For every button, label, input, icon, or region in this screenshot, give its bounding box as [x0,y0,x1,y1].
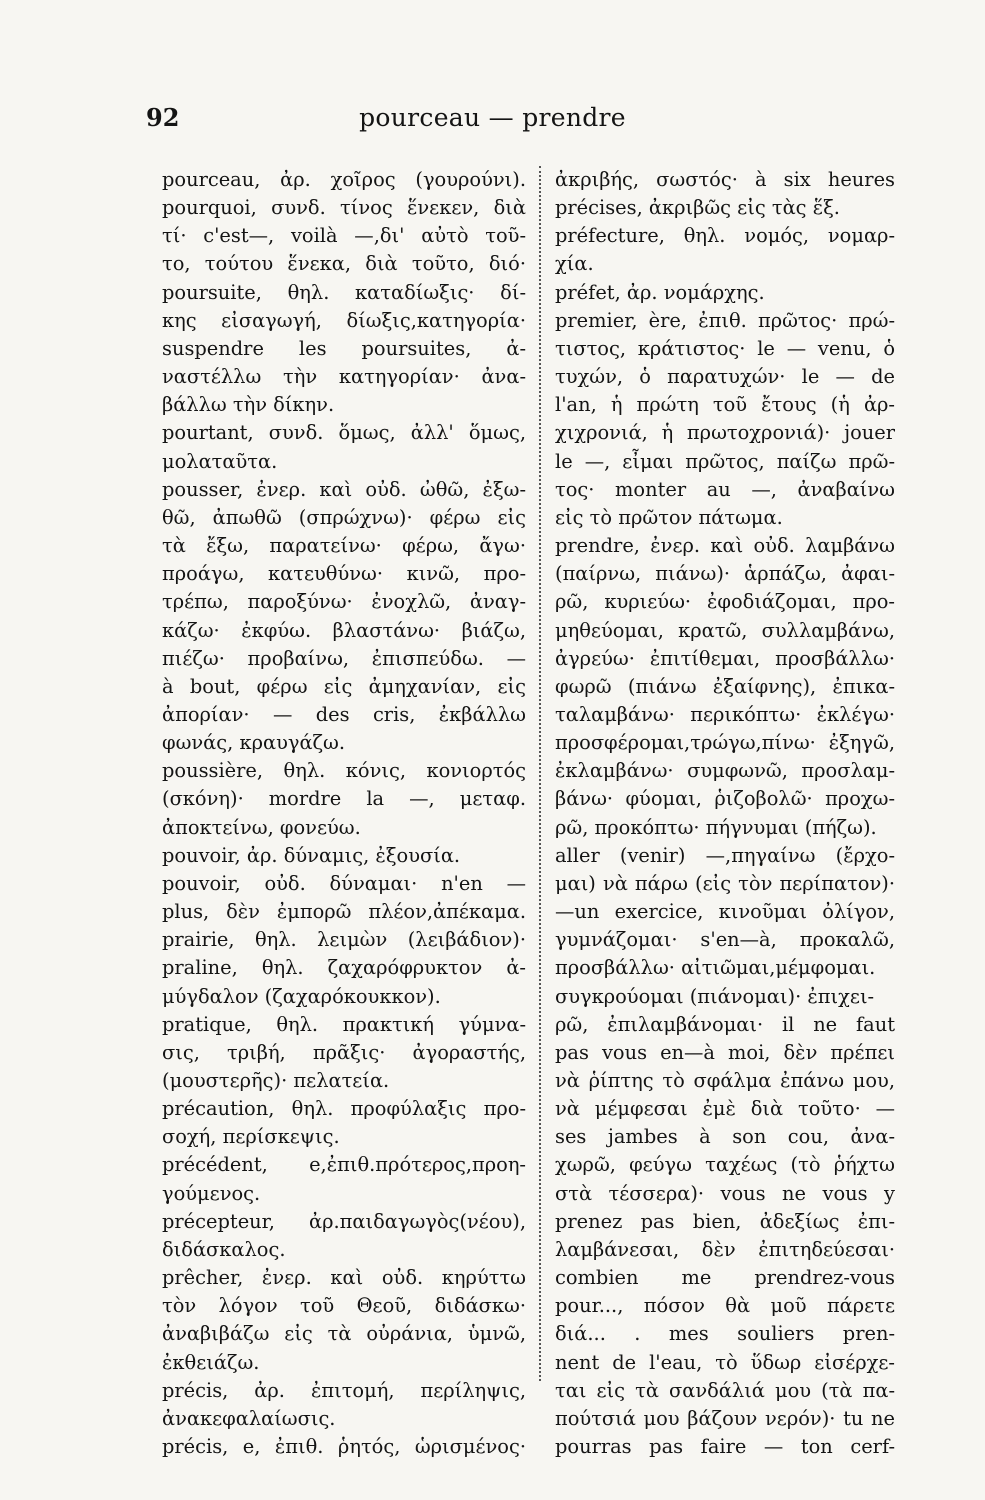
dictionary-line: βάλλω τὴν δίκην. [162,393,335,417]
dictionary-line: combien me prendrez-vous [555,1266,895,1290]
dictionary-line: plus, δὲν ἐμπορῶ πλέον,ἀπέκαμα. [162,900,526,924]
dictionary-line: prendre, ἐνερ. καὶ οὐδ. λαμβάνω [555,534,895,558]
dictionary-line: précédent, e,ἐπιθ.πρότερος,προη- [162,1153,526,1177]
dictionary-line: πούτσιά μου βάζουν νερόν)· tu ne [555,1406,895,1430]
dictionary-line: προσφέρομαι,τρώγω,πίνω· ἐξηγῶ, [555,731,895,755]
dictionary-line: ρῶ, ἐπιλαμβάνομαι· il ne faut [555,1012,895,1036]
right-column [555,166,895,1461]
dictionary-line: συγκρούομαι (πιάνομαι)· ἐπιχει- [555,984,875,1008]
dictionary-line: précis, e, ἐπιθ. ῥητός, ὡρισμένος· [162,1435,526,1459]
dictionary-line: pour..., πόσον θὰ μοῦ πάρετε [555,1294,895,1318]
dictionary-line: μηθεύομαι, κρατῶ, συλλαμβάνω, [555,618,895,642]
dictionary-line: prenez pas bien, ἀδεξίως ἐπι- [555,1209,895,1233]
dictionary-line: ρῶ, προκόπτω· πήγνυμαι (πήζω). [555,815,877,839]
dictionary-line: κης εἰσαγωγή, δίωξις,κατηγορία· [162,308,526,332]
dictionary-line: l'an, ἡ πρώτη τοῦ ἔτους (ἡ ἀρ- [555,393,895,417]
dictionary-line: τιστος, κράτιστος· le — venu, ὁ [555,336,895,360]
left-column [162,166,526,1461]
dictionary-line: précis, ἀρ. ἐπιτομή, περίληψις, [162,1378,526,1402]
dictionary-line: poursuite, θηλ. καταδίωξις· δί- [162,280,526,304]
dictionary-line: premier, ère, ἐπιθ. πρῶτος· πρώ- [555,308,895,332]
dictionary-line: προσβάλλω· αἰτιῶμαι,μέμφομαι. [555,956,876,980]
dictionary-line: γούμενος. [162,1181,261,1205]
dictionary-line: (παίρνω, πιάνω)· ἁρπάζω, ἀφαι- [555,562,895,586]
dictionary-line: ται εἰς τὰ σανδάλιά μου (τὰ πα- [555,1378,895,1402]
dictionary-line: μύγδαλον (ζαχαρόκουκκον). [162,984,441,1008]
dictionary-line: τος· monter au —, ἀναβαίνω [555,477,895,501]
dictionary-line: βάνω· φύομαι, ῥιζοβολῶ· προχω- [555,787,895,811]
dictionary-line: prairie, θηλ. λειμὼν (λειβάδιον)· [162,928,526,952]
dictionary-line: (μουστερῆς)· πελατεία. [162,1069,390,1092]
dictionary-line: φωνάς, κραυγάζω. [162,731,346,755]
dictionary-line: prêcher, ἐνερ. καὶ οὐδ. κηρύττω [162,1266,526,1290]
dictionary-line: nent de l'eau, τὸ ὕδωρ εἰσέρχε- [555,1350,895,1374]
dictionary-line: précaution, θηλ. προφύλαξις προ- [162,1097,526,1121]
dictionary-line: λαμβάνεσαι, δὲν ἐπιτηδεύεσαι· [555,1237,895,1261]
dictionary-line: pouvoir, ἀρ. δύναμις, ἐξουσία. [162,843,461,867]
dictionary-line: pourras pas faire — ton cerf- [555,1435,895,1459]
dictionary-line: τρέπω, παροξύνω· ἐνοχλῶ, ἀναγ- [162,590,526,614]
dictionary-line: χιχρονιά, ἡ πρωτοχρονιά)· jouer [555,421,895,445]
dictionary-line: ἐκλαμβάνω· συμφωνῶ, προσλαμ- [555,759,895,783]
dictionary-line: ἐκθειάζω. [162,1350,260,1374]
dictionary-line: ἀκριβής, σωστός· à six heures [555,168,895,191]
dictionary-line: ναστέλλω τὴν κατηγορίαν· ἀνα- [162,365,526,389]
column-divider [539,166,541,1381]
dictionary-line: précepteur, ἀρ.παιδαγωγὸς(νέου), [162,1209,526,1233]
dictionary-line: pourtant, συνδ. ὅμως, ἀλλ' ὅμως, [162,421,526,445]
dictionary-line: ses jambes à son cou, ἀνα- [555,1125,895,1149]
dictionary-line: θῶ, ἀπωθῶ (σπρώχνω)· φέρω εἰς [162,505,526,529]
dictionary-line: pratique, θηλ. πρακτική γύμνα- [162,1012,526,1036]
dictionary-line: τί· c'est—, voilà —,δι' αὐτὸ τοῦ- [162,224,526,248]
dictionary-line: ἀναβιβάζω εἰς τὰ οὐράνια, ὑμνῶ, [162,1322,526,1346]
dictionary-line: ἀποκτείνω, φονεύω. [162,815,361,839]
dictionary-line: το, τούτου ἕνεκα, διὰ τοῦτο, διό· [162,252,526,276]
dictionary-line: στὰ τέσσερα)· vous ne vous y [555,1181,895,1205]
running-head: pourceau — prendre [359,103,626,132]
dictionary-line: νὰ μέμφεσαι ἐμὲ διὰ τοῦτο· — [555,1097,895,1121]
dictionary-line: γυμνάζομαι· s'en—à, προκαλῶ, [555,928,895,952]
dictionary-line: pourceau, ἀρ. χοῖρος (γουρούνι). [162,168,526,191]
dictionary-line: φωρῶ (πιάνω ἐξαίφνης), ἐπικα- [555,674,895,698]
dictionary-line: ἀνακεφαλαίωσις. [162,1406,336,1430]
dictionary-line: τὰ ἔξω, παρατείνω· φέρω, ἄγω· [162,534,526,558]
dictionary-line: ρῶ, κυριεύω· ἐφοδιάζομαι, προ- [555,590,895,614]
dictionary-line: μαι) νὰ πάρω (εἰς τὸν περίπατον)· [555,871,895,895]
dictionary-line: εἰς τὸ πρῶτον πάτωμα. [555,505,783,529]
dictionary-line: σοχή, περίσκεψις. [162,1125,340,1149]
dictionary-line: διδάσκαλος. [162,1237,286,1261]
dictionary-line: χωρῶ, φεύγω ταχέως (τὸ ῥήχτω [555,1153,895,1177]
dictionary-line: précises, ἀκριβῶς εἰς τὰς ἕξ. [555,196,840,220]
dictionary-line: προάγω, κατευθύνω· κινῶ, προ- [162,562,526,586]
dictionary-line: διά... . mes souliers pren- [555,1322,895,1346]
dictionary-line: τυχών, ὁ παρατυχών· le — de [555,365,895,389]
dictionary-line: τὸν λόγον τοῦ Θεοῦ, διδάσκω· [162,1294,526,1318]
dictionary-line: ταλαμβάνω· περικόπτω· ἐκλέγω· [555,702,895,726]
dictionary-line: —un exercice, κινοῦμαι ὀλίγον, [555,900,895,924]
dictionary-line: ἀπορίαν· — des cris, ἐκβάλλω [162,702,526,726]
dictionary-line: poussière, θηλ. κόνις, κονιορτός [162,759,526,783]
dictionary-line: σις, τριβή, πρᾶξις· ἀγοραστής, [162,1040,526,1064]
dictionary-line: à bout, φέρω εἰς ἀμηχανίαν, εἰς [162,674,526,698]
dictionary-line: πιέζω· προβαίνω, ἐπισπεύδω. — [162,646,526,670]
dictionary-line: aller (venir) —,πηγαίνω (ἔρχο- [555,843,895,867]
dictionary-line: préfet, ἀρ. νομάρχης. [555,280,765,304]
dictionary-line: pourquoi, συνδ. τίνος ἕνεκεν, διὰ [162,196,526,220]
dictionary-line: χία. [555,252,594,276]
dictionary-line: νὰ ῥίπτης τὸ σφάλμα ἐπάνω μου, [555,1069,895,1092]
dictionary-line: (σκόνη)· mordre la —, μεταφ. [162,787,526,811]
dictionary-line: pouvoir, οὐδ. δύναμαι· n'en — [162,871,526,895]
dictionary-line: préfecture, θηλ. νομός, νομαρ- [555,224,895,248]
page-number: 92 [146,103,180,132]
dictionary-line: μολαταῦτα. [162,449,278,473]
dictionary-line: κάζω· ἐκφύω. βλαστάνω· βιάζω, [162,618,526,642]
dictionary-line: praline, θηλ. ζαχαρόφρυκτον ἀ- [162,956,526,980]
dictionary-line: pousser, ἐνερ. καὶ οὐδ. ὠθῶ, ἐξω- [162,477,526,501]
dictionary-line: pas vous en—à moi, δὲν πρέπει [555,1040,895,1064]
dictionary-line: le —, εἶμαι πρῶτος, παίζω πρῶ- [555,449,895,473]
dictionary-line: ἀγρεύω· ἐπιτίθεμαι, προσβάλλω· [555,646,895,670]
dictionary-line: suspendre les poursuites, ἀ- [162,336,526,360]
